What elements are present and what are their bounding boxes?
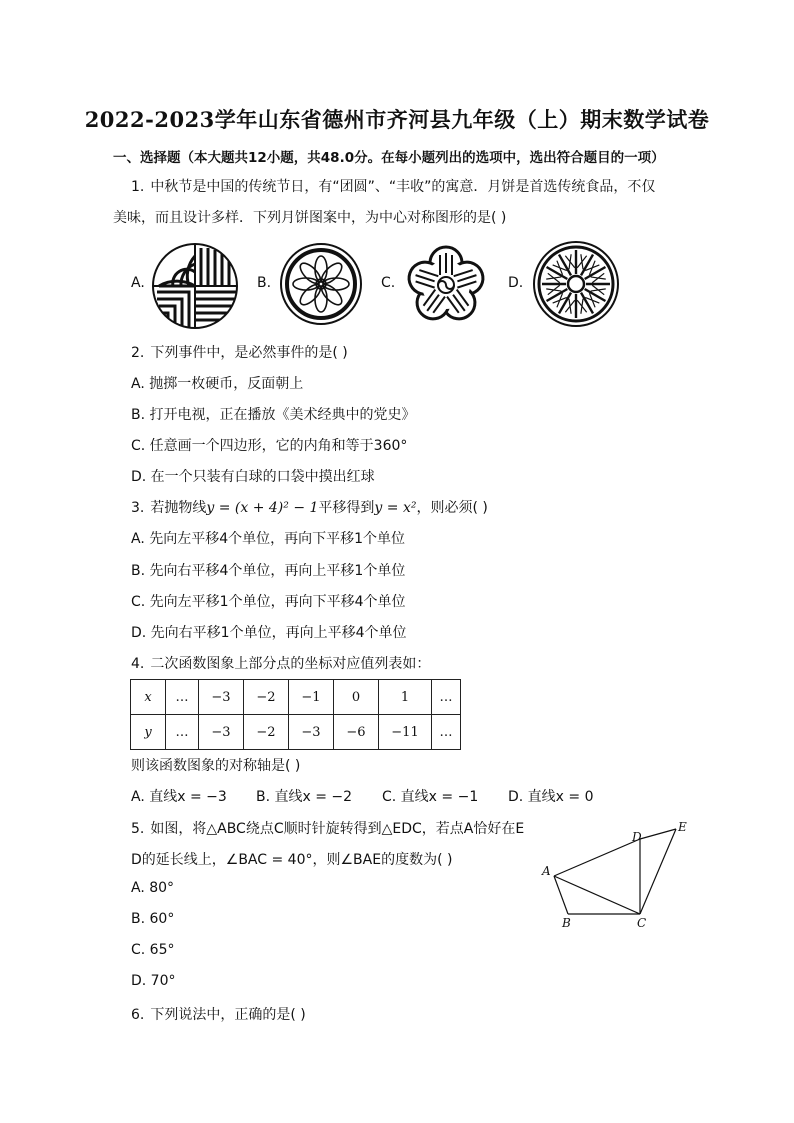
- table-cell: −3: [289, 715, 334, 750]
- q5-line2: D的延长线上，∠BAC = 40°，则∠BAE的度数为( ): [131, 852, 453, 868]
- q3-stem: 3. 若抛物线y = (x + 4)² − 1平移得到y = x²，则必须( ): [131, 500, 488, 516]
- table-cell: 0: [334, 680, 379, 715]
- q4-stem: 4. 二次函数图象上部分点的坐标对应值列表如：: [131, 656, 431, 672]
- section-heading: 一、选择题（本大题共12小题，共48.0分。在每小题列出的选项中，选出符合题目的一项）: [113, 150, 665, 166]
- q5-option-b: B. 60°: [131, 911, 175, 927]
- table-cell: …: [166, 715, 199, 750]
- q1-option-d: D.: [508, 275, 524, 291]
- mooncake-a-image: [151, 242, 239, 330]
- table-cell: −1: [289, 680, 334, 715]
- mooncake-c-image: [402, 240, 490, 328]
- table-cell: …: [432, 680, 461, 715]
- q3-option-d: D. 先向右平移1个单位，再向上平移4个单位: [131, 625, 407, 641]
- table-cell: y: [131, 715, 166, 750]
- q3-expr-1: y = (x + 4)² − 1: [206, 500, 319, 516]
- q2-option-d: D. 在一个只装有白球的口袋中摸出红球: [131, 469, 375, 485]
- q1-line1: 1. 中秋节是中国的传统节日，有“团圆”、“丰收”的寓意．月饼是首选传统食品，不仅: [131, 179, 656, 195]
- table-cell: x: [131, 680, 166, 715]
- point-label-b: B: [562, 916, 571, 930]
- table-cell: −2: [244, 680, 289, 715]
- q4-option-d: D. 直线x = 0: [508, 789, 594, 805]
- point-label-c: C: [637, 916, 647, 930]
- q1-line2: 美味，而且设计多样．下列月饼图案中，为中心对称图形的是( ): [113, 210, 507, 226]
- q4-after: 则该函数图象的对称轴是( ): [131, 758, 301, 774]
- q3-option-a: A. 先向左平移4个单位，再向下平移1个单位: [131, 531, 406, 547]
- table-cell: −3: [199, 715, 244, 750]
- point-label-e: E: [678, 820, 687, 834]
- q5-option-c: C. 65°: [131, 942, 175, 958]
- q1-option-b: B.: [257, 275, 272, 291]
- q5-option-d: D. 70°: [131, 973, 176, 989]
- table-row-y: [131, 715, 461, 750]
- q1-option-c: C.: [381, 275, 396, 291]
- table-cell: …: [166, 680, 199, 715]
- q2-stem: 2. 下列事件中，是必然事件的是( ): [131, 345, 348, 361]
- q5-option-a: A. 80°: [131, 880, 175, 896]
- q4-option-a: A. 直线x = −3: [131, 789, 227, 805]
- table-cell: −6: [334, 715, 379, 750]
- q2-option-c: C. 任意画一个四边形，它的内角和等于360°: [131, 438, 408, 454]
- q5-geometry-figure: [538, 816, 698, 932]
- table-cell: …: [432, 715, 461, 750]
- table-cell: 1: [379, 680, 432, 715]
- point-label-d: D: [632, 830, 642, 844]
- q3-option-c: C. 先向左平移1个单位，再向下平移4个单位: [131, 594, 406, 610]
- table-row-x: [131, 680, 461, 715]
- mooncake-b-image: [279, 242, 363, 326]
- q3-option-b: B. 先向右平移4个单位，再向上平移1个单位: [131, 563, 406, 579]
- q2-option-a: A. 抛掷一枚硬币，反面朝上: [131, 376, 304, 392]
- q6-stem: 6. 下列说法中，正确的是( ): [131, 1007, 306, 1023]
- table-cell: −11: [379, 715, 432, 750]
- values-table: [130, 679, 461, 750]
- mooncake-d-image: [532, 240, 620, 328]
- q1-option-a: A.: [131, 275, 145, 291]
- table-cell: −3: [199, 680, 244, 715]
- q3-expr-2: y = x²: [374, 500, 417, 516]
- q2-option-b: B. 打开电视，正在播放《美术经典中的党史》: [131, 407, 416, 423]
- table-cell: −2: [244, 715, 289, 750]
- point-label-a: A: [542, 864, 551, 878]
- q5-line1: 5. 如图，将△ABC绕点C顺时针旋转得到△EDC，若点A恰好在E: [131, 821, 525, 837]
- q4-option-b: B. 直线x = −2: [256, 789, 353, 805]
- page-title: 2022-2023学年山东省德州市齐河县九年级（上）期末数学试卷: [84, 107, 710, 132]
- q4-option-c: C. 直线x = −1: [382, 789, 479, 805]
